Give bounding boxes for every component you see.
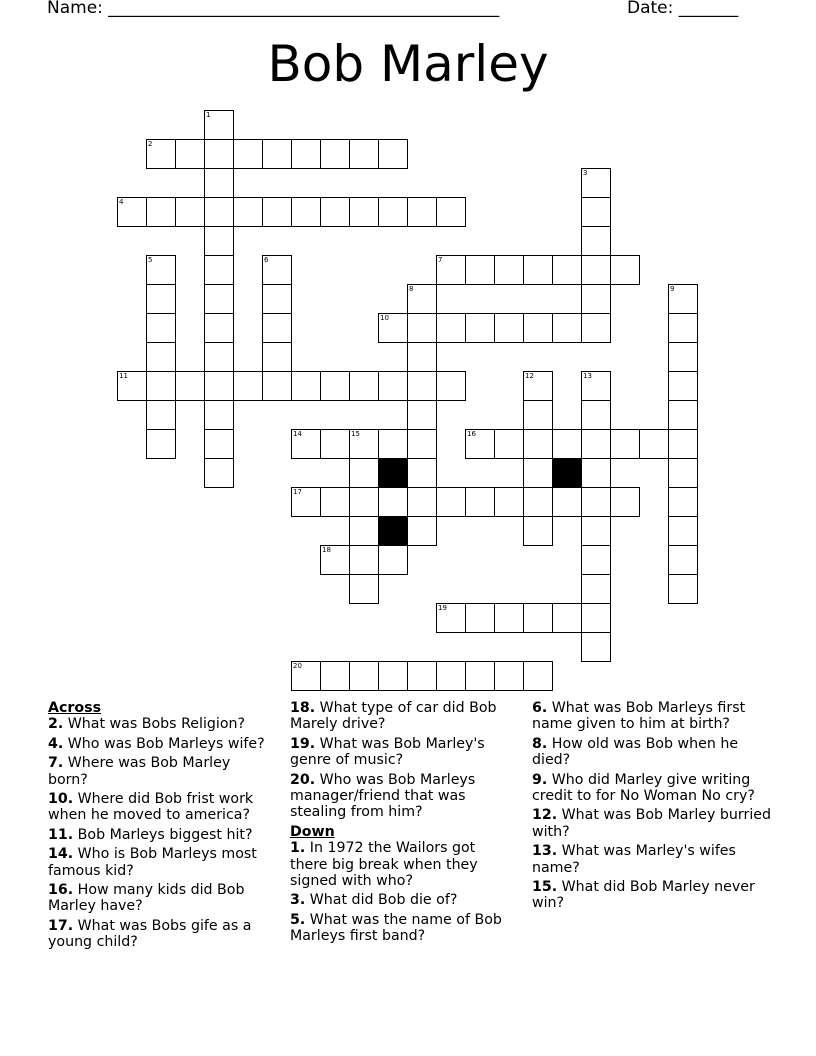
answer-cell[interactable] bbox=[407, 197, 437, 227]
answer-cell[interactable] bbox=[320, 197, 350, 227]
answer-cell[interactable] bbox=[581, 487, 611, 517]
clue-number-label: 14 bbox=[293, 430, 302, 438]
clue-number-label: 10 bbox=[380, 314, 389, 322]
answer-cell[interactable] bbox=[349, 197, 379, 227]
answer-cell[interactable] bbox=[610, 487, 640, 517]
clue-item bbox=[290, 840, 515, 889]
clue-number: 11. bbox=[48, 826, 74, 843]
answer-cell[interactable] bbox=[407, 400, 437, 430]
answer-cell[interactable] bbox=[378, 139, 408, 169]
answer-cell[interactable] bbox=[668, 400, 698, 430]
black-square bbox=[378, 516, 408, 546]
answer-cell[interactable] bbox=[581, 400, 611, 430]
answer-cell[interactable] bbox=[146, 255, 176, 285]
answer-cell[interactable] bbox=[407, 429, 437, 459]
clue-number: 7. bbox=[48, 755, 64, 772]
answer-cell[interactable] bbox=[668, 516, 698, 546]
answer-cell[interactable] bbox=[552, 313, 582, 343]
answer-cell[interactable] bbox=[523, 400, 553, 430]
answer-cell[interactable] bbox=[378, 661, 408, 691]
answer-cell[interactable] bbox=[552, 429, 582, 459]
clue-text: What was the name of Bob Marleys first band? bbox=[290, 911, 502, 945]
answer-cell[interactable] bbox=[581, 632, 611, 662]
clue-number-label: 19 bbox=[438, 604, 447, 612]
clue-text: What did Bob die of? bbox=[305, 892, 458, 909]
answer-cell[interactable] bbox=[146, 139, 176, 169]
answer-cell[interactable] bbox=[262, 371, 292, 401]
answer-cell[interactable] bbox=[407, 458, 437, 488]
answer-cell[interactable] bbox=[378, 487, 408, 517]
answer-cell[interactable] bbox=[117, 371, 147, 401]
clues-column-3 bbox=[532, 700, 772, 915]
answer-cell[interactable] bbox=[204, 400, 234, 430]
answer-cell[interactable] bbox=[581, 197, 611, 227]
clue-text: Who was Bob Marleys manager/friend that was stealing from him? bbox=[290, 771, 476, 821]
answer-cell[interactable] bbox=[581, 313, 611, 343]
answer-cell[interactable] bbox=[552, 487, 582, 517]
answer-cell[interactable] bbox=[465, 487, 495, 517]
answer-cell[interactable] bbox=[668, 342, 698, 372]
clue-number: 10. bbox=[48, 791, 74, 808]
answer-cell[interactable] bbox=[436, 255, 466, 285]
answer-cell[interactable] bbox=[175, 139, 205, 169]
answer-cell[interactable] bbox=[407, 661, 437, 691]
clue-number-label: 12 bbox=[525, 372, 534, 380]
answer-cell[interactable] bbox=[146, 342, 176, 372]
answer-cell[interactable] bbox=[668, 458, 698, 488]
clue-number-label: 20 bbox=[293, 662, 302, 670]
clue-number: 15. bbox=[532, 879, 558, 896]
answer-cell[interactable] bbox=[668, 545, 698, 575]
clue-text: Where did Bob frist work when he moved to america? bbox=[48, 791, 254, 824]
answer-cell[interactable] bbox=[320, 545, 350, 575]
answer-cell[interactable] bbox=[349, 487, 379, 517]
answer-cell[interactable] bbox=[291, 487, 321, 517]
clue-number: 16. bbox=[48, 882, 74, 899]
answer-cell[interactable] bbox=[436, 487, 466, 517]
clue-text: Where was Bob Marley born? bbox=[48, 755, 231, 788]
clue-text: Who is Bob Marleys most famous kid? bbox=[48, 846, 257, 879]
answer-cell[interactable] bbox=[233, 139, 263, 169]
answer-cell[interactable] bbox=[407, 516, 437, 546]
answer-cell[interactable] bbox=[436, 603, 466, 633]
clue-item bbox=[532, 700, 772, 733]
down-heading: Down bbox=[290, 823, 335, 840]
clue-item bbox=[48, 736, 273, 752]
black-square bbox=[552, 458, 582, 488]
answer-cell[interactable] bbox=[581, 168, 611, 198]
answer-cell[interactable] bbox=[523, 371, 553, 401]
answer-cell[interactable] bbox=[407, 371, 437, 401]
clue-number: 4. bbox=[48, 735, 64, 752]
answer-cell[interactable] bbox=[204, 255, 234, 285]
answer-cell[interactable] bbox=[378, 545, 408, 575]
clue-number: 3. bbox=[290, 892, 306, 909]
clue-number: 17. bbox=[48, 917, 74, 934]
clues-column-2 bbox=[290, 700, 515, 948]
clue-item bbox=[532, 843, 772, 876]
answer-cell[interactable] bbox=[262, 139, 292, 169]
answer-cell[interactable] bbox=[146, 429, 176, 459]
clue-number: 8. bbox=[532, 735, 548, 752]
answer-cell[interactable] bbox=[523, 516, 553, 546]
answer-cell[interactable] bbox=[204, 226, 234, 256]
answer-cell[interactable] bbox=[378, 429, 408, 459]
answer-cell[interactable] bbox=[320, 487, 350, 517]
black-square bbox=[378, 458, 408, 488]
clue-number-label: 18 bbox=[322, 546, 331, 554]
answer-cell[interactable] bbox=[146, 371, 176, 401]
clue-item bbox=[532, 807, 772, 840]
clue-number: 9. bbox=[532, 771, 548, 788]
clue-number-label: 3 bbox=[583, 169, 588, 177]
answer-cell[interactable] bbox=[204, 168, 234, 198]
clue-text: Who did Marley give writing credit to for No Woman No cry? bbox=[532, 771, 755, 805]
clue-text: In 1972 the Wailors got there big break when they signed with who? bbox=[290, 840, 478, 890]
clue-item bbox=[48, 882, 273, 915]
answer-cell[interactable] bbox=[494, 603, 524, 633]
answer-cell[interactable] bbox=[378, 313, 408, 343]
clue-item bbox=[290, 892, 515, 908]
answer-cell[interactable] bbox=[349, 516, 379, 546]
answer-cell[interactable] bbox=[523, 603, 553, 633]
answer-cell[interactable] bbox=[320, 139, 350, 169]
clue-item bbox=[48, 716, 273, 732]
clue-number-label: 6 bbox=[264, 256, 269, 264]
answer-cell[interactable] bbox=[407, 313, 437, 343]
answer-cell[interactable] bbox=[117, 197, 147, 227]
answer-cell[interactable] bbox=[581, 284, 611, 314]
answer-cell[interactable] bbox=[291, 661, 321, 691]
answer-cell[interactable] bbox=[262, 197, 292, 227]
answer-cell[interactable] bbox=[320, 371, 350, 401]
answer-cell[interactable] bbox=[204, 342, 234, 372]
answer-cell[interactable] bbox=[581, 226, 611, 256]
answer-cell[interactable] bbox=[552, 255, 582, 285]
clues-column-1 bbox=[48, 700, 273, 954]
answer-cell[interactable] bbox=[204, 371, 234, 401]
answer-cell[interactable] bbox=[581, 516, 611, 546]
clue-item bbox=[532, 879, 772, 912]
answer-cell[interactable] bbox=[204, 284, 234, 314]
clue-text: How many kids did Bob Marley have? bbox=[48, 882, 245, 915]
clue-item bbox=[290, 736, 515, 769]
clue-item bbox=[48, 846, 273, 879]
clue-number-label: 4 bbox=[119, 198, 124, 206]
clue-item bbox=[48, 791, 273, 824]
clue-number: 6. bbox=[532, 700, 548, 716]
answer-cell[interactable] bbox=[523, 429, 553, 459]
clue-text: What was Bob Marley's genre of music? bbox=[290, 735, 485, 769]
answer-cell[interactable] bbox=[378, 197, 408, 227]
puzzle-title: Bob Marley bbox=[267, 35, 549, 93]
clue-number-label: 5 bbox=[148, 256, 153, 264]
answer-cell[interactable] bbox=[581, 371, 611, 401]
answer-cell[interactable] bbox=[233, 197, 263, 227]
answer-cell[interactable] bbox=[581, 603, 611, 633]
date-field-label: Date: _______ bbox=[627, 0, 739, 18]
answer-cell[interactable] bbox=[523, 255, 553, 285]
clue-text: What was Bobs gife as a young child? bbox=[48, 917, 252, 951]
clue-item bbox=[48, 918, 273, 951]
clue-item bbox=[290, 912, 515, 945]
clue-text: What was Bob Marleys first name given to him at birth? bbox=[532, 700, 746, 733]
clue-number: 2. bbox=[48, 716, 64, 733]
answer-cell[interactable] bbox=[668, 313, 698, 343]
answer-cell[interactable] bbox=[175, 371, 205, 401]
answer-cell[interactable] bbox=[610, 429, 640, 459]
answer-cell[interactable] bbox=[262, 255, 292, 285]
across-heading: Across bbox=[48, 700, 102, 716]
clue-number-label: 1 bbox=[206, 111, 211, 119]
answer-cell[interactable] bbox=[668, 487, 698, 517]
clue-number-label: 16 bbox=[467, 430, 476, 438]
answer-cell[interactable] bbox=[494, 661, 524, 691]
answer-cell[interactable] bbox=[146, 284, 176, 314]
answer-cell[interactable] bbox=[204, 197, 234, 227]
answer-cell[interactable] bbox=[436, 197, 466, 227]
answer-cell[interactable] bbox=[204, 313, 234, 343]
clue-number: 5. bbox=[290, 911, 306, 928]
answer-cell[interactable] bbox=[204, 458, 234, 488]
clue-text: What was Marley's wifes name? bbox=[532, 843, 736, 876]
answer-cell[interactable] bbox=[668, 574, 698, 604]
answer-cell[interactable] bbox=[523, 458, 553, 488]
answer-cell[interactable] bbox=[204, 429, 234, 459]
answer-cell[interactable] bbox=[494, 487, 524, 517]
answer-cell[interactable] bbox=[581, 429, 611, 459]
name-field-label: Name: ______________________________________________ bbox=[47, 0, 500, 18]
answer-cell[interactable] bbox=[668, 284, 698, 314]
answer-cell[interactable] bbox=[320, 661, 350, 691]
answer-cell[interactable] bbox=[465, 661, 495, 691]
clue-number-label: 11 bbox=[119, 372, 128, 380]
answer-cell[interactable] bbox=[436, 313, 466, 343]
answer-cell[interactable] bbox=[291, 371, 321, 401]
answer-cell[interactable] bbox=[291, 197, 321, 227]
answer-cell[interactable] bbox=[436, 661, 466, 691]
answer-cell[interactable] bbox=[407, 487, 437, 517]
answer-cell[interactable] bbox=[407, 284, 437, 314]
answer-cell[interactable] bbox=[349, 661, 379, 691]
clue-item bbox=[290, 700, 515, 733]
answer-cell[interactable] bbox=[552, 603, 582, 633]
answer-cell[interactable] bbox=[494, 429, 524, 459]
answer-cell[interactable] bbox=[581, 458, 611, 488]
answer-cell[interactable] bbox=[523, 661, 553, 691]
clue-text: What was Bob Marley burried with? bbox=[532, 807, 771, 840]
answer-cell[interactable] bbox=[610, 255, 640, 285]
answer-cell[interactable] bbox=[523, 487, 553, 517]
clue-number: 18. bbox=[290, 700, 316, 716]
answer-cell[interactable] bbox=[262, 313, 292, 343]
clue-number-label: 7 bbox=[438, 256, 443, 264]
answer-cell[interactable] bbox=[349, 139, 379, 169]
clue-text: What was Bobs Religion? bbox=[63, 716, 246, 733]
answer-cell[interactable] bbox=[175, 197, 205, 227]
clue-text: Bob Marleys biggest hit? bbox=[73, 826, 253, 843]
answer-cell[interactable] bbox=[465, 429, 495, 459]
answer-cell[interactable] bbox=[291, 429, 321, 459]
clue-item bbox=[290, 772, 515, 821]
clue-number-label: 8 bbox=[409, 285, 414, 293]
clue-number: 19. bbox=[290, 735, 316, 752]
clue-number: 13. bbox=[532, 843, 558, 860]
clue-number-label: 2 bbox=[148, 140, 153, 148]
clue-item bbox=[532, 736, 772, 769]
answer-cell[interactable] bbox=[465, 255, 495, 285]
answer-cell[interactable] bbox=[349, 371, 379, 401]
answer-cell[interactable] bbox=[349, 574, 379, 604]
answer-cell[interactable] bbox=[407, 342, 437, 372]
answer-cell[interactable] bbox=[204, 110, 234, 140]
clue-text: How old was Bob when he died? bbox=[532, 735, 739, 769]
answer-cell[interactable] bbox=[146, 400, 176, 430]
clue-item bbox=[48, 827, 273, 843]
answer-cell[interactable] bbox=[523, 313, 553, 343]
answer-cell[interactable] bbox=[494, 313, 524, 343]
clue-number: 1. bbox=[290, 840, 306, 857]
answer-cell[interactable] bbox=[146, 197, 176, 227]
clue-number-label: 13 bbox=[583, 372, 592, 380]
answer-cell[interactable] bbox=[262, 284, 292, 314]
answer-cell[interactable] bbox=[668, 371, 698, 401]
answer-cell[interactable] bbox=[320, 429, 350, 459]
answer-cell[interactable] bbox=[233, 371, 263, 401]
answer-cell[interactable] bbox=[494, 255, 524, 285]
answer-cell[interactable] bbox=[349, 429, 379, 459]
clue-item bbox=[48, 755, 273, 788]
answer-cell[interactable] bbox=[349, 545, 379, 575]
answer-cell[interactable] bbox=[465, 313, 495, 343]
clue-text: Who was Bob Marleys wife? bbox=[63, 735, 265, 752]
clue-text: What did Bob Marley never win? bbox=[532, 879, 755, 912]
clue-number-label: 15 bbox=[351, 430, 360, 438]
answer-cell[interactable] bbox=[291, 139, 321, 169]
clue-number-label: 17 bbox=[293, 488, 302, 496]
answer-cell[interactable] bbox=[378, 371, 408, 401]
answer-cell[interactable] bbox=[581, 255, 611, 285]
clue-item bbox=[532, 772, 772, 805]
answer-cell[interactable] bbox=[581, 545, 611, 575]
answer-cell[interactable] bbox=[436, 371, 466, 401]
clue-number: 20. bbox=[290, 771, 316, 788]
answer-cell[interactable] bbox=[262, 342, 292, 372]
clue-number-label: 9 bbox=[670, 285, 675, 293]
answer-cell[interactable] bbox=[349, 458, 379, 488]
clue-number: 14. bbox=[48, 846, 74, 863]
clue-text: What type of car did Bob Marely drive? bbox=[290, 700, 497, 733]
answer-cell[interactable] bbox=[465, 603, 495, 633]
answer-cell[interactable] bbox=[581, 574, 611, 604]
answer-cell[interactable] bbox=[639, 429, 669, 459]
answer-cell[interactable] bbox=[204, 139, 234, 169]
answer-cell[interactable] bbox=[146, 313, 176, 343]
answer-cell[interactable] bbox=[668, 429, 698, 459]
clue-number: 12. bbox=[532, 807, 558, 824]
